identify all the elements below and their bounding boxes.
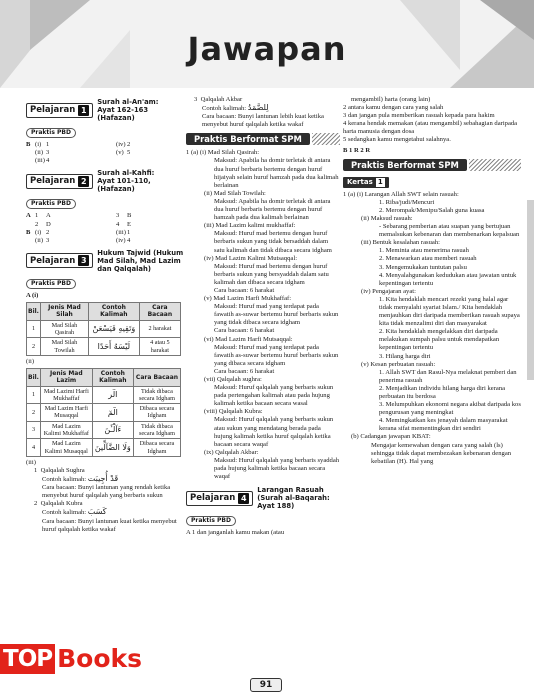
answer-line: B 1 R 2 R [343, 146, 371, 154]
table-cell: 2 [27, 404, 41, 422]
item-title: Qalqalah Kubra [40, 500, 83, 508]
grid-cell [26, 149, 35, 157]
praktis-spm-label: Praktis Berformat SPM [343, 159, 467, 171]
item-number: 2 [34, 500, 38, 508]
table-cell: 4 [27, 439, 41, 457]
answer-line: 3 dan jangan pula memberikan rasuah kepada para hakim [343, 112, 495, 120]
grid-cell: (iv) [116, 236, 126, 244]
table-cell: الٓمٓ [92, 404, 133, 422]
answer-line: 1. Riba/judi/Mencuri [379, 198, 435, 206]
answer-line: (viii) Qalqalah Kubra: [204, 408, 263, 416]
answer-line: Maksud: Huruf qalqalah yang berbaris sukun pada pertengahan kalimah atau pada hujung kalimah ketika bacaan secara wasal [214, 384, 334, 408]
answer-line: 3. Melumpuhkan ekonomi negara akibat daripada kos pengurusan yang meningkat [379, 401, 521, 417]
lesson-number: 4 [238, 493, 249, 504]
item-number: 3 [194, 96, 198, 103]
lesson-title-line: Surah al-Kahfi: [97, 169, 155, 178]
answer-line: 4 kerana hendak memakan (atau mengambil) sebahagian daripada harta manusia dengan dosa [343, 120, 518, 136]
table-cell: Mad Silah Towilah [40, 338, 88, 356]
table-row [27, 338, 181, 356]
item-description: Cara bacaan: Bunyi lantunan yang rendah ketika menyebut huruf qalqalah yang berbaris sukun [42, 484, 171, 500]
item-description: Cara bacaan: Bunyi lantunan lebih kuat ketika menyebut huruf qalqalah ketika wakaf [202, 113, 324, 129]
grid-cell: (i) [35, 141, 42, 149]
answer-line: 5 sedangkan kamu mengetahui salahnya. [343, 136, 451, 144]
praktis-spm-label: Praktis Berformat SPM [186, 133, 310, 145]
grid-cell: D [46, 220, 51, 228]
answer-line: (iv) Mad Lazim Kalimi Mutsaqqal: [204, 254, 298, 262]
lesson-label: Pelajaran [30, 255, 76, 266]
mad-silah-table [26, 302, 181, 356]
lesson-3-header [26, 249, 186, 273]
lesson-number: 2 [78, 176, 89, 187]
table-header-cell: Bil. [27, 303, 41, 321]
table-cell: Mad Lazim Harfi Musaqqal [40, 404, 92, 422]
grid-cell: 1 [46, 141, 50, 149]
answer-line: 1 (a) (i) Larangan Allah SWT selain rasuah: [343, 190, 459, 198]
answer-line: Maksud: Apabila ha domir terletak di antara dua huruf berbaris bertemu dengan huruf hijaiyah selain huruf hamzah pada dua kalimah berlainan [214, 157, 339, 189]
topbooks-logo [0, 644, 142, 674]
answer-line: Maksud: Huruf qalqalah yang berbaris syaddah pada hujung kalimah ketika bacaan secara waqaf [214, 456, 340, 481]
grid-cell [74, 229, 116, 237]
grid-cell: 4 [127, 236, 131, 244]
translation-answers [343, 96, 521, 145]
table-cell: Dibaca secara Idgham [133, 404, 180, 422]
grid-cell: 3 [116, 212, 120, 220]
answer-line: (iii) Mad Lazim kalimi mukhaffaf: [204, 222, 296, 230]
grid-cell [74, 212, 116, 220]
table-cell: Mad Lazim Kalimi Musaqqal [40, 439, 92, 457]
grid-cell: 2 [35, 220, 39, 228]
answer-line: 1. Kita hendaklah mencari rezeki yang halal agar tidak menyalahi syariat Islam./ Kita hendaklah menjauhkan diri daripada memberikan rasuah supaya kita tidak menzalimi diri dan masyarakat [379, 295, 520, 328]
answer-line: (b) Cadangan jawapan KBAT: [351, 433, 431, 441]
table-row [27, 386, 181, 404]
answer-line: Maksud: Huruf mad bertemu dengan huruf berbaris sukun yang bersyaddah dalam satu kalimah dan dibaca secara idgham [214, 262, 329, 286]
grid-cell: B [26, 141, 31, 149]
answer-line: mengambil) harta (orang lain) [351, 96, 431, 103]
grid-cell: A [26, 212, 31, 220]
table-cell: Tidak dibaca secara Idgham [133, 421, 180, 439]
grid-cell [116, 157, 127, 165]
praktis-pbd-badge: Praktis PBD [26, 279, 76, 289]
grid-cell [74, 149, 116, 157]
grid-cell: 4 [116, 220, 120, 228]
answer-line: Cara bacaan: 6 harakat [214, 367, 275, 375]
item-title: Qalqalah Sughra [40, 466, 85, 474]
table-cell: Mad Lazimi Harfi Mukhaffaf [40, 386, 92, 404]
answer-line: (ix) Qalqalah Akbar: [204, 448, 259, 456]
grid-cell [127, 157, 157, 165]
lesson-title-line: Ayat 188) [257, 502, 295, 511]
praktis-spm-banner [186, 133, 340, 145]
column-1 [26, 96, 186, 534]
table-cell: 3 [27, 421, 41, 439]
lesson-badge [26, 253, 93, 268]
table-cell: 4 atau 5 harakat [139, 338, 180, 356]
logo-top: TOP [0, 644, 55, 674]
praktis-pbd-badge: Praktis PBD [26, 128, 76, 138]
item-number: 1 [34, 466, 38, 474]
grid-cell: (ii) [35, 236, 44, 244]
stripe-decoration [312, 133, 340, 145]
table-cell: 2 harakat [139, 320, 180, 338]
grid-cell: 1 [35, 212, 39, 220]
lesson-title-line: dan Qalqalah) [97, 264, 151, 273]
grid-cell: 3 [46, 149, 50, 157]
table-header-row [27, 303, 181, 321]
lesson-1-header [26, 98, 186, 122]
answer-line: (ii) Mad Silah Towilah: [204, 189, 266, 197]
lesson-4-header [186, 486, 340, 510]
example-label: Contoh kalimah: [42, 476, 87, 484]
table-row [27, 439, 181, 457]
table-header-cell: Jenis Mad Lazim [40, 368, 92, 386]
answer-line: 3. Mengemukakan tuntutan palsu [379, 263, 467, 271]
answer-line: 1. Allah SWT dan Rasul-Nya melaknat pemberi dan penerima rasuah [379, 368, 517, 384]
table-cell: Tidak dibaca secara Idgham [133, 386, 180, 404]
grid-cell [74, 157, 116, 165]
grid-cell: E [127, 220, 132, 228]
grid-cell: 4 [46, 157, 50, 165]
lesson-title [97, 249, 183, 273]
answer-line: (iv) Pengajaran ayat: [361, 287, 416, 295]
table-header-row [27, 368, 181, 386]
answer-line: (v) Kesan perbuatan rasuah: [361, 360, 436, 368]
lesson-badge [26, 103, 93, 118]
answer-line: 3. Hilang harga diri [379, 352, 431, 360]
answer-line: Cara bacaan: 6 harakat [214, 327, 275, 335]
table-cell: وَتَقِيهِ فَيَسْعَنْ [88, 320, 139, 338]
lesson-title [97, 169, 186, 193]
grid-cell: 5 [127, 149, 131, 157]
table-header-cell: Contoh Kalimah [88, 303, 139, 321]
answer-line: Maksud: Huruf mad yang terdapat pada fawatih as-suwar bertemu huruf berbaris sukun yang dibaca secara idgham [214, 343, 339, 367]
arabic-example: قَدْ أُجِيبَت [87, 474, 119, 484]
answer-line: 2 antara kamu dengan cara yang salah [343, 104, 444, 112]
grid-cell: (ii) [35, 149, 44, 157]
answer-line: (vi) Mad Lazim Harfi Mutsaqqal: [204, 335, 293, 343]
answer-line: (vii) Qalqalah sughra: [204, 376, 262, 383]
praktis-pbd-badge: Praktis PBD [186, 516, 236, 526]
header-banner [0, 0, 534, 88]
answer-line: - Sebarang pemberian atau suapan yang bertujuan memalsukan kebenaran dan membenarkan kepalsuan [379, 223, 520, 239]
arabic-example: لِلصَّمَدُ [247, 103, 269, 113]
answer-label: (iii) [26, 458, 36, 466]
table-header-cell: Jenis Mad Silah [40, 303, 88, 321]
example-label: Contoh kalimah: [202, 105, 247, 113]
arabic-example: كَسَبَ [87, 507, 107, 517]
table-row [27, 404, 181, 422]
table-cell: ءَآلْـَٔنَ [92, 421, 133, 439]
grid-cell: (iii) [35, 157, 45, 165]
answer-line: (ii) Maksud rasuah: [361, 214, 413, 222]
lesson-title-line: Larangan Rasuah [257, 486, 324, 495]
page-number: 91 [250, 678, 282, 692]
qalqalah-sughra [26, 467, 186, 500]
table-cell: 1 [27, 386, 41, 404]
answer-line: 1 (a) (i) Mad Silah Qasirah: [186, 149, 260, 157]
table-cell: Mad Silah Qasirah [40, 320, 88, 338]
spm-answers [343, 191, 521, 466]
table-cell: وَلَا الضَّآلِّينَ [92, 439, 133, 457]
lesson-title-line: Hukum Tajwid (Hukum [97, 248, 184, 257]
lesson-label: Pelajaran [30, 104, 76, 115]
grid-cell [74, 237, 116, 245]
kertas-label: Kertas [347, 178, 373, 187]
answer-label: (ii) [26, 357, 35, 365]
table-row [27, 320, 181, 338]
answer-grid [26, 141, 186, 165]
answer-grid [26, 212, 186, 244]
lesson-label: Pelajaran [190, 493, 236, 504]
answer-line: Mengajar kemewahan dengan cara yang salah (ls) sehingga tidak dapat membezakan kebenaran dengan kebatilan (H). Hal yang [371, 441, 512, 465]
answer-line: Maksud: Huruf mad yang terdapat pada fawatih as-suwar bertemu huruf berbaris sukun yang tidak dibaca secara idgham [214, 303, 339, 327]
lesson-title-line: Mad Silah, Mad Lazim [97, 256, 181, 265]
column-3 [343, 96, 521, 466]
lesson-badge [186, 491, 253, 506]
praktis-pbd-badge: Praktis PBD [26, 199, 76, 209]
table-cell: لَيْسَهُ أَحَدًا [88, 338, 139, 356]
lesson-title-line: Ayat 162-163 (Hafazan) [97, 106, 149, 122]
item-description: Cara bacaan: Bunyi lantunan kuat ketika menyebut huruf qalqalah ketika wakaf [42, 517, 177, 533]
kertas-badge [343, 177, 389, 188]
grid-cell [26, 221, 35, 229]
answer-line: 2. Kita hendaklah mengelakkan diri daripada melakukan sumpah palsu untuk mendapatkan kepentingan tertentu [379, 328, 500, 352]
answer-line: 4. Menyalahgunakan kedudukan atau jawatan untuk kepentingan tertentu [379, 271, 517, 287]
answer-line: 4. Memingkatkan kes jenayah dalam masyarakat kerana sifat mementingkan diri sendiri [379, 417, 508, 433]
grid-cell [26, 237, 35, 245]
lesson-title-line: Surah al-An'am: [97, 98, 159, 106]
answer-line: A 1 dan janganlah kamu makan (atau [186, 529, 285, 537]
logo-books: Books [57, 644, 143, 673]
praktis-spm-banner [343, 159, 521, 171]
table-cell: 2 [27, 338, 41, 356]
grid-cell: 2 [127, 141, 131, 149]
qalqalah-kubra [26, 500, 186, 533]
answer-line: Maksud: Huruf mad bertemu dengan huruf berbaris sukun yang tidak bersaddah dalam satu kalimah dan tidak dibaca secara idgham [214, 230, 332, 254]
lesson-badge [26, 174, 93, 189]
lesson-number: 1 [78, 105, 89, 116]
grid-cell: (i) [35, 228, 42, 236]
lesson-title [257, 486, 329, 510]
answer-line: (v) Mad Lazim Harfi Mukhaffaf: [204, 295, 292, 303]
answer-line: Maksud: Huruf qalqalah yang berbaris sukun atau sukun yang mendatang berada pada hujung kalimah ketika huruf qalqalah ketika bacaan secara waqaf [214, 416, 334, 448]
grid-cell [74, 141, 116, 149]
lesson-title-line: Ayat 101-110, (Hafazan) [97, 177, 151, 194]
stripe-decoration [469, 159, 521, 171]
table-header-cell: Contoh Kalimah [92, 368, 133, 386]
answer-line: 2. Menjadikan individu hilang harga diri kerana perbuatan itu berdosa [379, 384, 506, 400]
grid-cell: (iv) [116, 141, 126, 149]
lesson-title-line: (Surah al-Baqarah: [257, 494, 330, 503]
table-cell: Dibaca secara Idgham [133, 439, 180, 457]
table-cell: Mad Lazim Kalimi Mukhaffaf [40, 421, 92, 439]
side-tab [527, 200, 534, 380]
lesson-title [97, 98, 186, 122]
grid-cell: (iii) [116, 228, 126, 236]
page-title: Jawapan [187, 30, 347, 68]
example-label: Contoh kalimah: [42, 509, 87, 517]
table-header-cell: Cara Bacaan [139, 303, 180, 321]
table-cell: الٓر [92, 386, 133, 404]
grid-cell [26, 157, 35, 165]
qalqalah-akbar [186, 96, 340, 129]
answer-label: A (i) [26, 291, 39, 299]
grid-cell: (v) [116, 149, 124, 157]
answer-line: Cara bacaan: 6 harakat [214, 286, 275, 294]
lesson-number: 3 [78, 255, 89, 266]
mad-lazim-table [26, 368, 181, 457]
answer-line: Maksud: Apabila ha domir terletak di antara dua huruf berbaris bertemu dengan huruf hamzah pada dua kalimah berlainan [214, 197, 331, 222]
table-header-cell: Bil. [27, 368, 41, 386]
table-header-cell: Cara Bacaan [133, 368, 180, 386]
answer-line: (iii) Bentuk kesalahan rasuah: [361, 239, 440, 247]
lesson-label: Pelajaran [30, 176, 76, 187]
kertas-number: 1 [376, 178, 385, 187]
column-2 [186, 96, 340, 537]
spm-answers [186, 149, 340, 481]
lesson-2-header [26, 169, 186, 193]
table-cell: 1 [27, 320, 41, 338]
grid-cell: B [26, 228, 31, 236]
answer-line: 2. Menawarkan atau memberi rasuah [379, 255, 477, 263]
table-row [27, 421, 181, 439]
item-title: Qalqalah Akbar [200, 96, 243, 103]
grid-cell [74, 221, 116, 229]
grid-cell: A [46, 212, 51, 220]
grid-cell: 1 [127, 228, 131, 236]
answer-line: 2. Merompak/Menipu/Salah guna kuasa [379, 206, 485, 214]
answer-line: 1. Meminta atau menerima rasuah [379, 247, 469, 255]
grid-cell: 3 [46, 236, 50, 244]
grid-cell: 2 [46, 228, 50, 236]
grid-cell: B [127, 212, 132, 220]
